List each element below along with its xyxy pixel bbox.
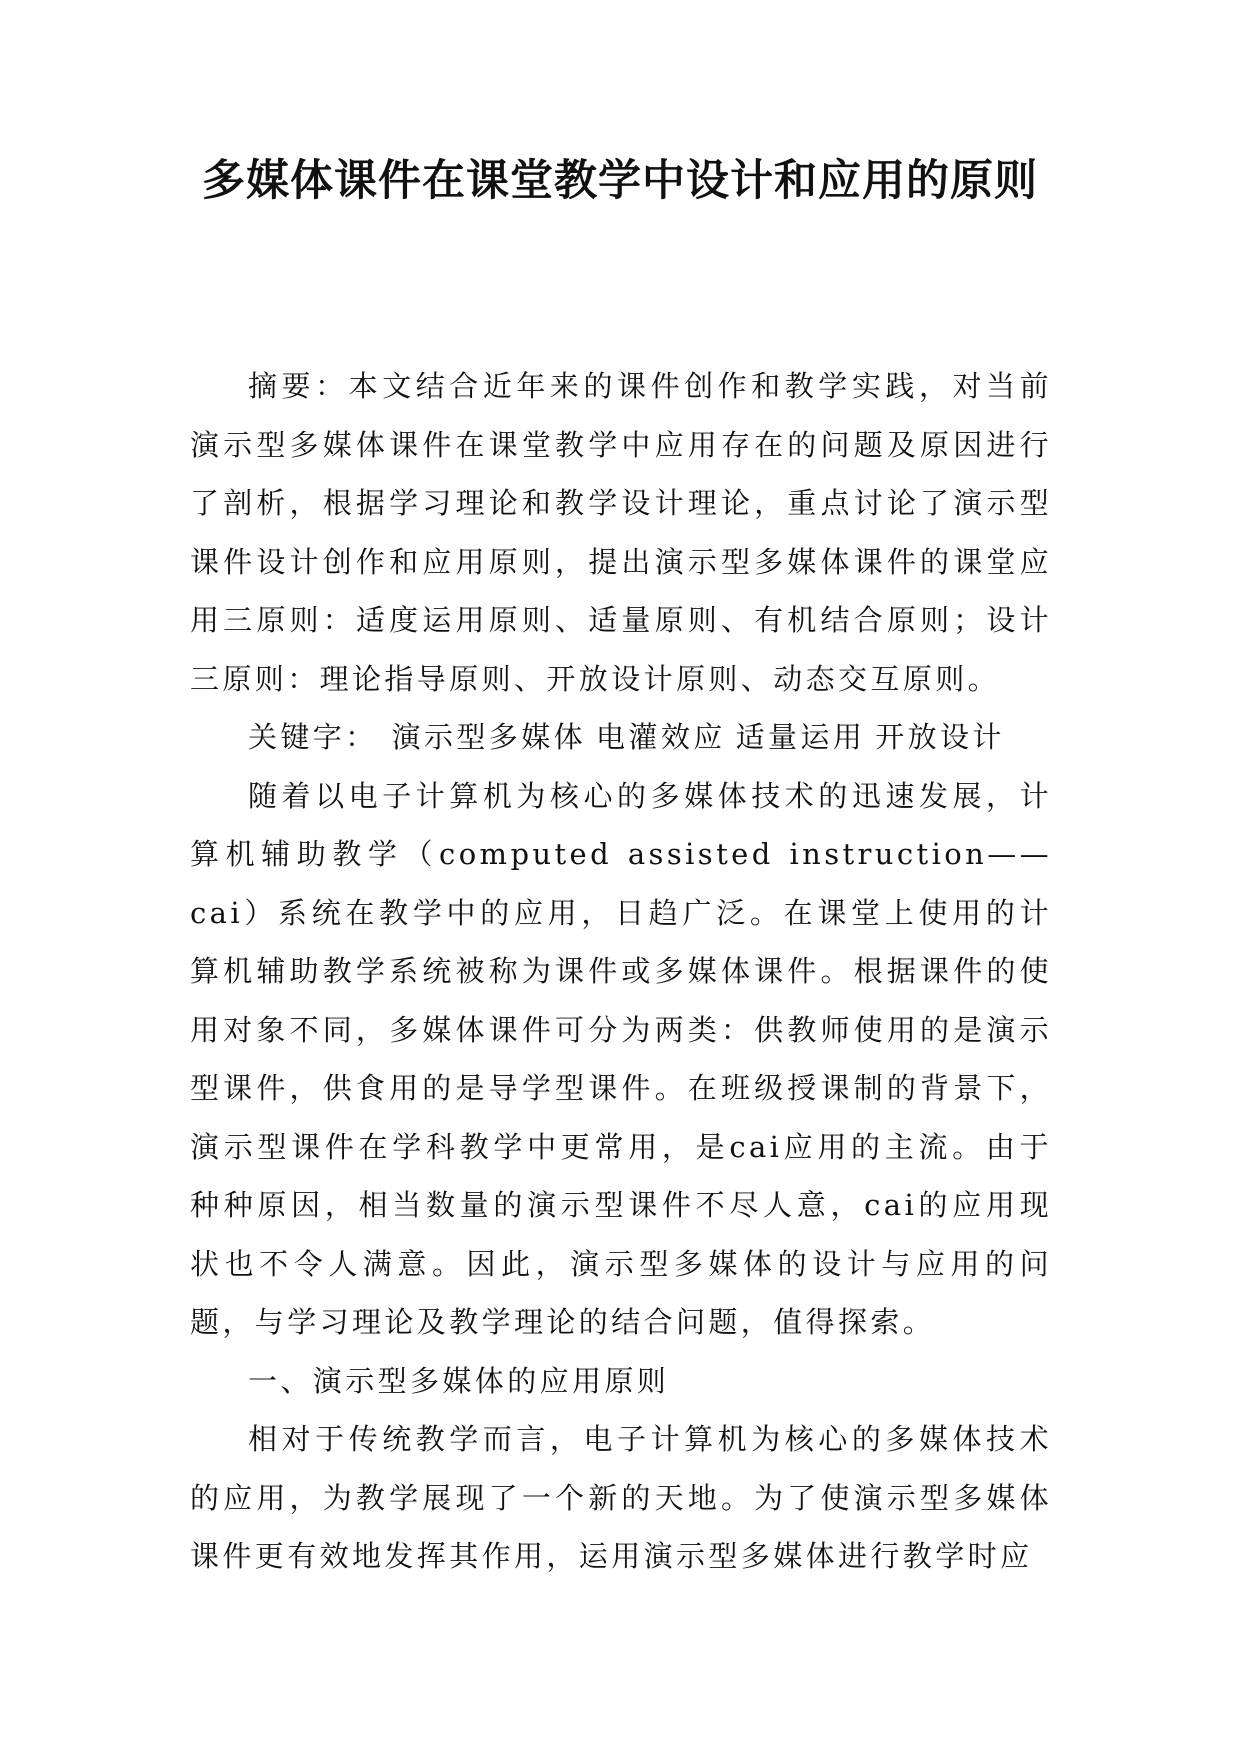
keywords-line xyxy=(190,708,1052,767)
body-paragraph: 相对于传统教学而言，电子计算机为核心的多媒体技术的应用，为教学展现了一个新的天地。为了使演示型多媒体课件更有效地发挥其作用，运用演示型多媒体进行教学时应 xyxy=(190,1422,1052,1573)
document-title: 多媒体课件在课堂教学中设计和应用的原则 xyxy=(202,156,1038,206)
body-paragraph: 随着以电子计算机为核心的多媒体技术的迅速发展，计算机辅助教学（computed assisted instruction——cai）系统在教学中的应用，日趋广泛。在课堂上使用的计算机辅助教学系统被称为课件或多媒体课件。根据课件的使用对象不同，多媒体课件可分为两类：供教师使用的是演示型课件，供食用的是导学型课件。在班级授课制的背景下，演示型课件在学科教学中更常用，是cai应用的主流。由于种种原因，相当数量的演示型课件不尽人意，cai的应用现状也不令人满意。因此，演示型多媒体的设计与应用的问题，与学习理论及教学理论的结合问题，值得探索。 xyxy=(190,778,1052,1339)
keyword-item: 电灌效应 xyxy=(596,720,726,754)
keyword-item: 开放设计 xyxy=(875,720,1005,754)
keyword-item: 适量运用 xyxy=(735,720,866,754)
section-heading: 一、演示型多媒体的应用原则 xyxy=(248,1363,670,1398)
abstract-paragraph: 摘要：本文结合近年来的课件创作和教学实践，对当前演示型多媒体课件在课堂教学中应用存在的问题及原因进行了剖析，根据学习理论和教学设计理论，重点讨论了演示型课件设计创作和应用原则，提出演示型多媒体课件的课堂应用三原则：适度运用原则、适量原则、有机结合原则；设计三原则：理论指导原则、开放设计原则、动态交互原则。 xyxy=(190,369,1052,696)
document-body xyxy=(190,357,1052,1586)
keyword-item: 演示型多媒体 xyxy=(391,720,587,754)
keywords-label: 关键字： xyxy=(248,720,378,754)
